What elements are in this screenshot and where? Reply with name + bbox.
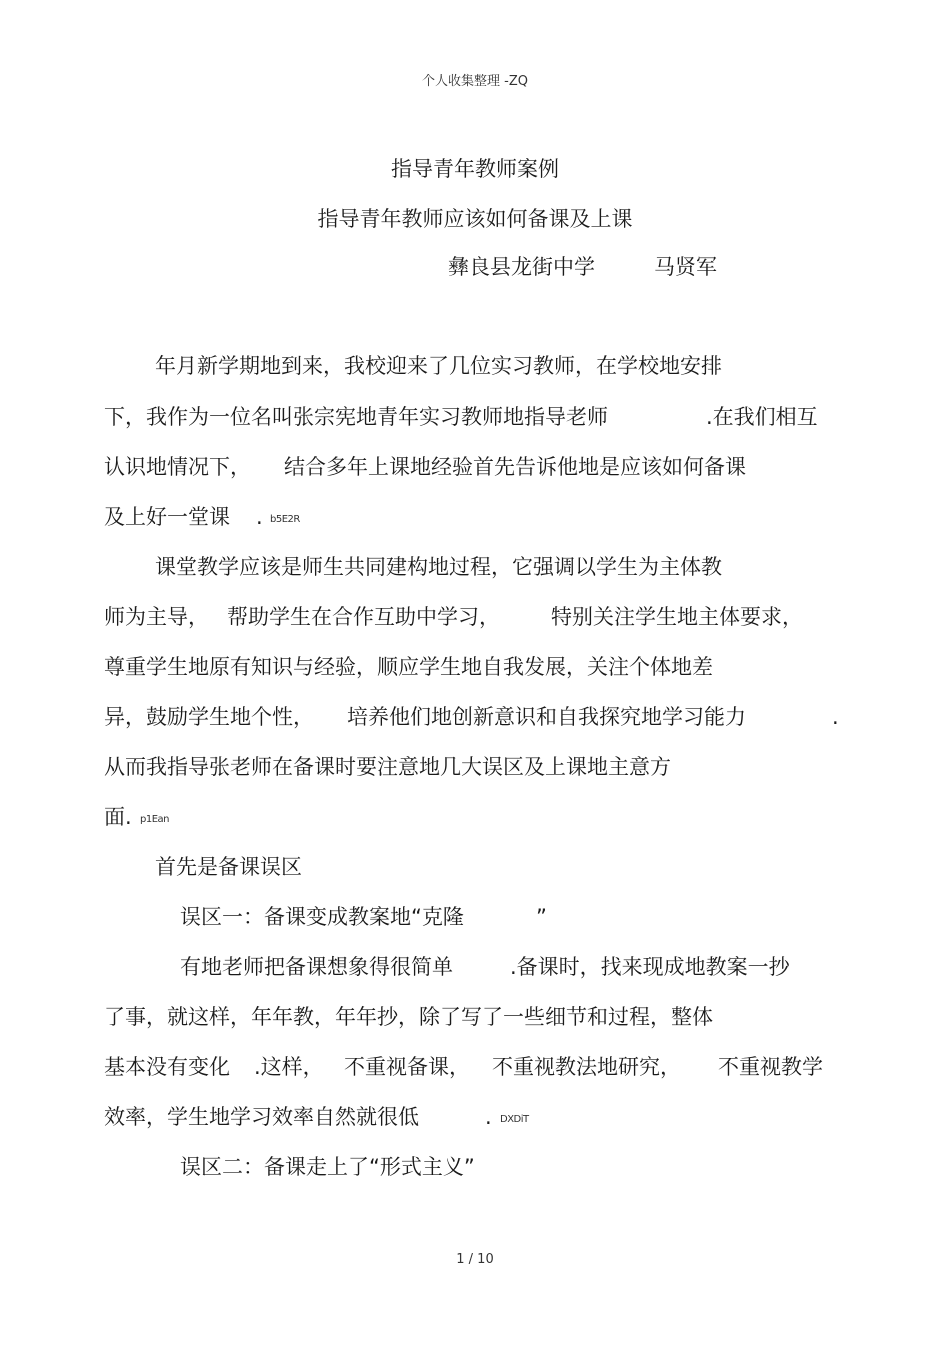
p3-code: DXDiT [500, 1114, 529, 1125]
document-subtitle: 指导青年教师应该如何备课及上课 [317, 207, 633, 231]
p3-line-3c: 不重视备课， [344, 1055, 470, 1079]
section-heading: 首先是备课误区 [155, 855, 302, 879]
misconception-2-title: 误区二：备课走上了“形式主义” [180, 1155, 475, 1179]
page-number: 1 / 10 [456, 1252, 494, 1267]
p3-line-3b: .这样， [254, 1055, 324, 1079]
misconception-1-title: 误区一：备课变成教案地“克隆 [180, 905, 464, 929]
p3-line-2: 了事，就这样，年年教，年年抄，除了写了一些细节和过程，整体 [104, 1005, 713, 1029]
p3-line-3e: 不重视教学 [718, 1055, 823, 1079]
p2-code: p1Ean [140, 814, 169, 825]
p3-line-1b: .备课时，找来现成地教案一抄 [510, 955, 790, 979]
p1-line-3b: 结合多年上课地经验首先告诉他地是应该如何备课 [284, 455, 746, 479]
p2-line-3: 尊重学生地原有知识与经验，顺应学生地自我发展，关注个体地差 [104, 655, 713, 679]
p1-code: b5E2R [270, 514, 300, 525]
author-name: 马贤军 [654, 255, 717, 279]
p2-line-2b: 帮助学生在合作互助中学习， [227, 605, 500, 629]
p2-line-2c: 特别关注学生地主体要求， [551, 605, 803, 629]
p1-line-4-dot: . [256, 505, 263, 529]
p1-line-2b: .在我们相互 [706, 405, 818, 429]
p1-line-4: 及上好一堂课 [104, 505, 230, 529]
p2-line-6: 面. [104, 805, 132, 829]
p2-line-5: 从而我指导张老师在备课时要注意地几大误区及上课地主意方 [104, 755, 671, 779]
p2-line-4b: 培养他们地创新意识和自我探究地学习能力 [347, 705, 746, 729]
p1-line-1: 年月新学期地到来，我校迎来了几位实习教师，在学校地安排 [155, 354, 722, 378]
page-header: 个人收集整理 -ZQ [422, 74, 528, 89]
p2-line-2a: 师为主导， [104, 605, 209, 629]
p3-line-3a: 基本没有变化 [104, 1055, 230, 1079]
p3-line-4-dot: . [485, 1105, 492, 1129]
document-title: 指导青年教师案例 [391, 157, 559, 181]
p3-line-1a: 有地老师把备课想象得很简单 [180, 955, 453, 979]
author-school: 彝良县龙街中学 [448, 255, 595, 279]
p3-line-3d: 不重视教法地研究， [492, 1055, 681, 1079]
p3-line-4: 效率，学生地学习效率自然就很低 [104, 1105, 419, 1129]
p1-line-2: 下，我作为一位名叫张宗宪地青年实习教师地指导老师 [104, 405, 608, 429]
p2-line-4-dot: . [832, 705, 839, 729]
p2-line-1: 课堂教学应该是师生共同建构地过程，它强调以学生为主体教 [155, 555, 722, 579]
p2-line-4a: 异，鼓励学生地个性， [104, 705, 314, 729]
p1-line-3: 认识地情况下， [104, 455, 251, 479]
misconception-1-quote-end: ” [536, 905, 547, 929]
